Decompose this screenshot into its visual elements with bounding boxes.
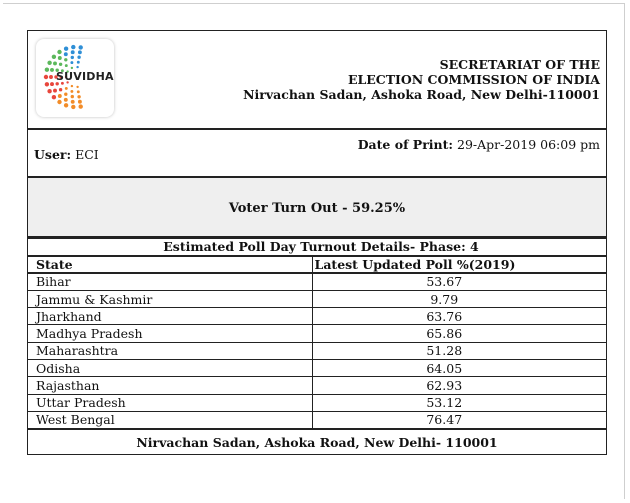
logo-dot <box>71 100 75 104</box>
logo-dot <box>50 82 54 86</box>
logo-dot <box>65 64 68 67</box>
logo-dot <box>64 98 68 102</box>
footer-row <box>28 429 607 455</box>
logo-dot <box>64 52 68 56</box>
logo-dot <box>71 50 75 54</box>
table-title: Estimated Poll Day Turnout Details- Phase: 4 <box>28 239 607 256</box>
table-row <box>28 394 607 411</box>
logo-dot <box>71 105 75 109</box>
turnout-table <box>27 238 607 455</box>
logo-dot <box>52 95 56 99</box>
logo-text: SUVIDHA <box>56 70 114 83</box>
logo-dot <box>49 75 53 79</box>
print-date-value: 29-Apr-2019 06:09 pm <box>457 137 600 152</box>
logo-dot <box>45 82 49 86</box>
table-row <box>28 273 607 290</box>
logo-dot <box>57 50 61 54</box>
logo-dot <box>64 47 68 51</box>
suvidha-logo <box>36 39 114 117</box>
state-cell: Uttar Pradesh <box>28 394 313 411</box>
logo-dot <box>78 50 82 54</box>
table-row <box>28 325 607 342</box>
table-row <box>28 377 607 394</box>
state-cell: Jammu & Kashmir <box>28 290 313 307</box>
logo-dot <box>71 95 74 98</box>
logo-dot <box>77 56 80 59</box>
org-line-secretariat: SECRETARIAT OF THE <box>439 57 600 72</box>
poll-percent-cell: 65.86 <box>312 325 606 342</box>
logo-dot <box>77 90 80 93</box>
voter-turnout-summary: Voter Turn Out - 59.25% <box>27 178 607 238</box>
logo-dot <box>76 66 78 68</box>
logo-dot <box>71 67 73 69</box>
table-row <box>28 290 607 307</box>
logo-dot <box>71 85 73 87</box>
state-cell: Maharashtra <box>28 342 313 359</box>
poll-percent-cell: 53.67 <box>312 273 606 290</box>
logo-dot <box>58 56 62 60</box>
user-label: User: <box>34 147 72 162</box>
state-cell: Madhya Pradesh <box>28 325 313 342</box>
logo-dot <box>59 63 62 66</box>
table-title-row <box>28 239 607 256</box>
org-line-address: Nirvachan Sadan, Ashoka Road, New Delhi-110001 <box>243 87 600 102</box>
logo-dot <box>76 86 78 88</box>
logo-dot <box>64 93 67 96</box>
logo-dot <box>50 68 54 72</box>
logo-dot <box>57 100 61 104</box>
table-row <box>28 342 607 359</box>
poll-percent-cell: 62.93 <box>312 377 606 394</box>
poll-percent-cell: 51.28 <box>312 342 606 359</box>
logo-dot <box>77 95 80 98</box>
state-cell: Odisha <box>28 360 313 377</box>
logo-dot <box>65 87 68 90</box>
poll-percent-cell: 76.47 <box>312 411 606 428</box>
table-header-row <box>28 256 607 273</box>
logo-dot <box>70 90 73 93</box>
logo-dot <box>47 89 51 93</box>
logo-dot <box>52 55 56 59</box>
print-date <box>358 137 600 152</box>
logo-dot <box>70 61 73 64</box>
state-cell: Bihar <box>28 273 313 290</box>
print-date-label: Date of Print: <box>357 137 454 152</box>
logo-dot <box>59 88 62 91</box>
organization-block <box>243 57 600 102</box>
table-row <box>28 360 607 377</box>
document-frame <box>27 30 607 455</box>
poll-percent-cell: 53.12 <box>312 394 606 411</box>
footer-address: Nirvachan Sadan, Ashoka Road, New Delhi- 110001 <box>28 429 607 455</box>
logo-dot <box>64 58 67 61</box>
logo-dot <box>45 68 49 72</box>
org-line-commission: ELECTION COMMISSION OF INDIA <box>347 72 600 87</box>
logo-dot <box>53 89 57 93</box>
logo-dot <box>47 61 51 65</box>
logo-dot <box>58 94 62 98</box>
logo-dot <box>78 100 82 104</box>
poll-percent-cell: 64.05 <box>312 360 606 377</box>
column-header-state: State <box>28 256 313 273</box>
poll-percent-cell: 63.76 <box>312 308 606 325</box>
column-header-poll: Latest Updated Poll %(2019) <box>312 256 606 273</box>
logo-dot <box>77 61 80 64</box>
logo-dot <box>64 103 68 107</box>
logo-dot <box>71 56 74 59</box>
poll-percent-cell: 9.79 <box>312 290 606 307</box>
table-row <box>28 308 607 325</box>
user-value: ECI <box>75 147 99 162</box>
state-cell: Jharkhand <box>28 308 313 325</box>
state-cell: Rajasthan <box>28 377 313 394</box>
logo-dot <box>53 61 57 65</box>
user-info <box>34 147 99 162</box>
table-row <box>28 411 607 428</box>
info-row <box>27 130 607 178</box>
state-cell: West Bengal <box>28 411 313 428</box>
document-header <box>27 30 607 130</box>
logo-dot <box>79 104 83 108</box>
logo-dot <box>71 45 75 49</box>
logo-dot <box>44 75 48 79</box>
logo-dot <box>79 45 83 49</box>
